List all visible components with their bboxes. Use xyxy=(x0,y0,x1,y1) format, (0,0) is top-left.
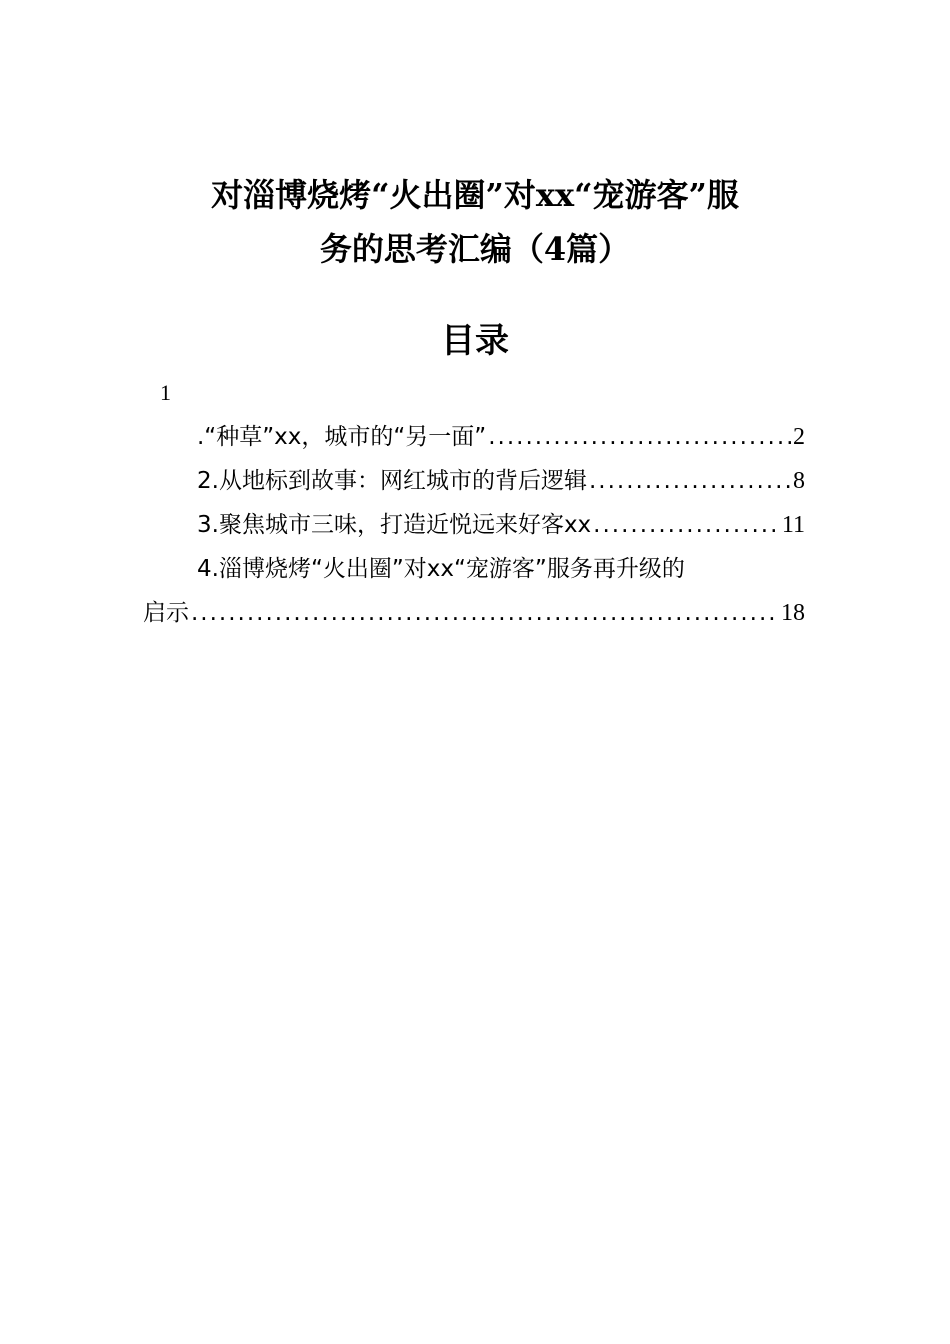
toc-entry-page: 8 xyxy=(793,468,805,494)
toc-dot-leader xyxy=(593,503,780,547)
document-title-line-1: 对淄博烧烤“火出圈”对xx“宠游客”服 xyxy=(211,176,739,214)
toc-entry-page: 2 xyxy=(793,424,805,450)
toc-heading: 目录 xyxy=(441,321,509,361)
toc-dot-leader xyxy=(191,591,779,635)
toc-entry-2[interactable] xyxy=(143,459,805,503)
toc-entry-label: .“种草”xx，城市的“另一面” xyxy=(197,424,487,450)
document-title-line-2: 务的思考汇编（4篇） xyxy=(319,230,631,268)
toc-entry-page: 18 xyxy=(781,600,805,626)
toc-entry-label: 2.从地标到故事：网红城市的背后逻辑 xyxy=(197,468,587,494)
toc-entry-label: 4.淄博烧烤“火出圈”对xx“宠游客”服务再升级的 xyxy=(197,556,685,582)
document-title xyxy=(140,168,810,276)
toc-entry-3[interactable] xyxy=(143,503,805,547)
toc-entry-1[interactable] xyxy=(143,415,805,459)
toc-entry-label: 3.聚焦城市三味，打造近悦远来好客xx xyxy=(197,512,592,538)
toc-entry-4-line-2[interactable] xyxy=(143,591,805,635)
toc-dot-leader xyxy=(589,459,791,503)
toc-entry-4-line-1[interactable] xyxy=(143,547,805,591)
toc-entry-label: 启示 xyxy=(143,600,189,626)
toc-dot-leader xyxy=(488,415,791,459)
toc-entry-page: 11 xyxy=(781,512,805,538)
table-of-contents xyxy=(143,415,805,635)
page-number-marker: 1 xyxy=(160,380,171,405)
